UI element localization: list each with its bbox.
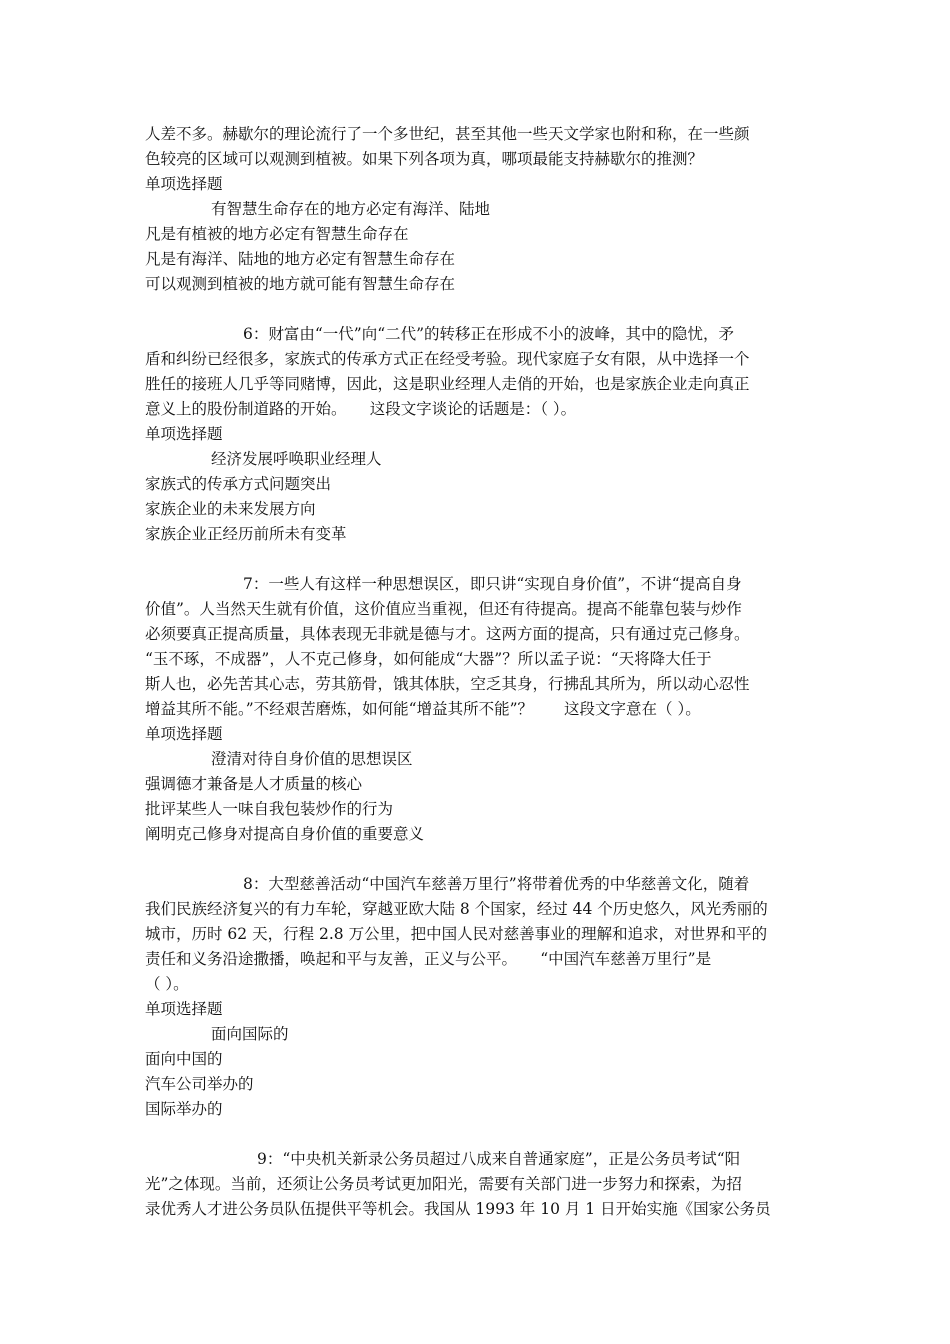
question-stem-line: 城市，历时 62 天，行程 2.8 万公里，把中国人民对慈善事业的理解和追求，对世界和平的 xyxy=(145,925,768,943)
question-stem-line: 色较亮的区域可以观测到植被。如果下列各项为真，哪项最能支持赫歇尔的推测？ xyxy=(145,150,704,168)
question-stem-line: 责任和义务沿途撒播，唤起和平与友善，正义与公平。 “中国汽车慈善万里行”是 xyxy=(145,950,712,968)
question-stem-line: 我们民族经济复兴的有力车轮，穿越亚欧大陆 8 个国家，经过 44 个历史悠久，风光秀丽的 xyxy=(145,900,768,918)
option-b: 凡是有植被的地方必定有智慧生命存在 xyxy=(145,225,409,243)
option-a: 经济发展呼唤职业经理人 xyxy=(211,450,382,468)
question-stem-line: 胜任的接班人几乎等同赌博，因此，这是职业经理人走俏的开始，也是家族企业走向真正 xyxy=(145,375,750,393)
question-stem-line: 8：大型慈善活动“中国汽车慈善万里行”将带着优秀的中华慈善文化，随着 xyxy=(243,875,750,893)
question-6 xyxy=(145,322,808,547)
question-stem-line: 必须要真正提高质量，具体表现无非就是德与才。这两方面的提高，只有通过克己修身。 xyxy=(145,625,750,643)
question-9 xyxy=(145,1147,808,1222)
option-b: 家族式的传承方式问题突出 xyxy=(145,475,332,493)
question-type-label: 单项选择题 xyxy=(145,1000,223,1018)
option-a: 面向国际的 xyxy=(211,1025,289,1043)
question-stem-line: 光”之体现。当前，还须让公务员考试更加阳光，需要有关部门进一步努力和探索，为招 xyxy=(145,1175,742,1193)
question-stem-line: 7：一些人有这样一种思想误区，即只讲“实现自身价值”，不讲“提高自身 xyxy=(243,575,742,593)
question-5-continuation xyxy=(145,122,808,297)
question-type-label: 单项选择题 xyxy=(145,425,223,443)
question-stem-line: 意义上的股份制道路的开始。 这段文字谈论的话题是：（ ）。 xyxy=(145,400,577,418)
option-a: 有智慧生命存在的地方必定有海洋、陆地 xyxy=(211,200,491,218)
question-stem-line: 增益其所不能。”不经艰苦磨炼，如何能“增益其所不能”？ 这段文字意在（ ）。 xyxy=(145,700,701,718)
question-stem-line: 录优秀人才进公务员队伍提供平等机会。我国从 1993 年 10 月 1 日开始实施《国家公务员 xyxy=(145,1200,771,1218)
option-c: 凡是有海洋、陆地的地方必定有智慧生命存在 xyxy=(145,250,456,268)
question-8 xyxy=(145,872,808,1122)
option-b: 面向中国的 xyxy=(145,1050,223,1068)
spacer xyxy=(145,547,808,572)
option-c: 家族企业的未来发展方向 xyxy=(145,500,316,518)
option-b: 强调德才兼备是人才质量的核心 xyxy=(145,775,363,793)
question-stem-line: 9：“中央机关新录公务员超过八成来自普通家庭”，正是公务员考试“阳 xyxy=(257,1150,741,1168)
option-c: 汽车公司举办的 xyxy=(145,1075,254,1093)
spacer xyxy=(145,1122,808,1147)
question-stem-line: 人差不多。赫歇尔的理论流行了一个多世纪，甚至其他一些天文学家也附和称，在一些颜 xyxy=(145,125,750,143)
question-stem-line: “玉不琢，不成器”，人不克己修身，如何能成“大器”？所以孟子说：“天将降大任于 xyxy=(145,650,712,668)
question-type-label: 单项选择题 xyxy=(145,725,223,743)
option-d: 阐明克己修身对提高自身价值的重要意义 xyxy=(145,825,425,843)
option-a: 澄清对待自身价值的思想误区 xyxy=(211,750,413,768)
question-stem-line: （ ）。 xyxy=(145,975,189,993)
question-stem-line: 价值”。人当然天生就有价值，这价值应当重视，但还有待提高。提高不能靠包装与炒作 xyxy=(145,600,742,618)
option-d: 国际举办的 xyxy=(145,1100,223,1118)
question-stem-line: 斯人也，必先苦其心志，劳其筋骨，饿其体肤，空乏其身，行拂乱其所为，所以动心忍性 xyxy=(145,675,750,693)
option-c: 批评某些人一味自我包装炒作的行为 xyxy=(145,800,394,818)
question-stem-line: 盾和纠纷已经很多，家族式的传承方式正在经受考验。现代家庭子女有限，从中选择一个 xyxy=(145,350,750,368)
question-7 xyxy=(145,572,808,847)
spacer xyxy=(145,297,808,322)
spacer xyxy=(145,847,808,872)
question-type-label: 单项选择题 xyxy=(145,175,223,193)
document-page xyxy=(145,122,808,1222)
option-d: 家族企业正经历前所未有变革 xyxy=(145,525,347,543)
question-stem-line: 6：财富由“一代”向“二代”的转移正在形成不小的波峰，其中的隐忧，矛 xyxy=(243,325,735,343)
option-d: 可以观测到植被的地方就可能有智慧生命存在 xyxy=(145,275,456,293)
